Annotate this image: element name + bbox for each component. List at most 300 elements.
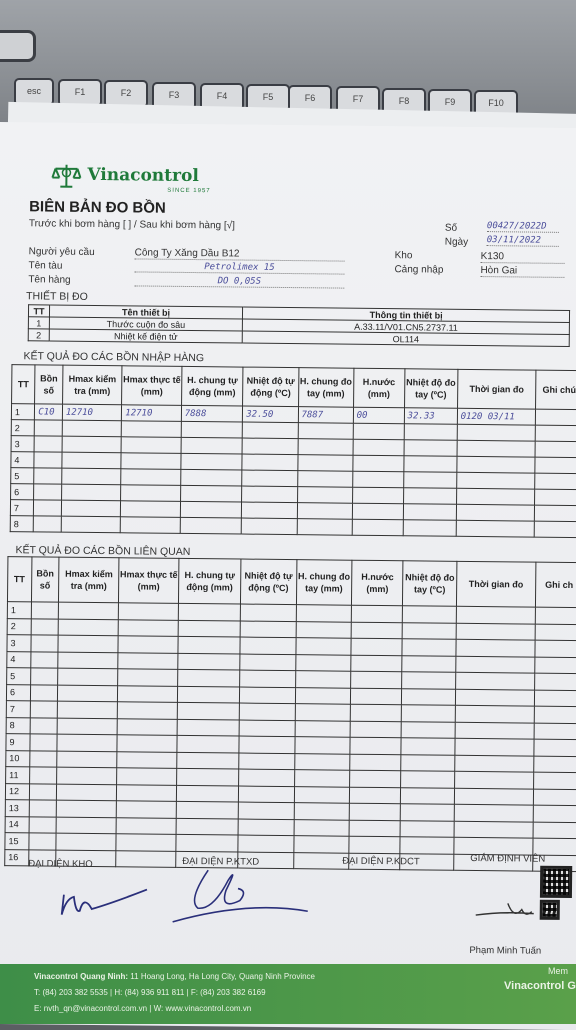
import-tank-cell bbox=[536, 409, 576, 425]
pump-status-line: Trước khi bơm hàng [ ] / Sau khi bơm hàng [√] bbox=[28, 218, 235, 232]
related-tank-cell bbox=[177, 702, 239, 719]
related-tank-cell bbox=[177, 686, 239, 703]
related-tank-cell bbox=[239, 703, 295, 720]
qr-code-2 bbox=[540, 900, 560, 920]
related-tank-cell bbox=[57, 751, 117, 768]
import-tank-cell bbox=[181, 437, 243, 454]
related-tank-cell bbox=[176, 785, 238, 802]
footer-contacts: E: nvth_qn@vinacontrol.com.vn | W: www.vinacontrol.com.vn bbox=[34, 1004, 252, 1013]
import-tank-cell: 7 bbox=[10, 500, 34, 516]
import-tank-cell: 12710 bbox=[62, 404, 122, 421]
related-tank-cell bbox=[178, 636, 240, 653]
related-tank-cell bbox=[535, 640, 576, 657]
signature-label-giam-dinh: GIÁM ĐỊNH VIÊN bbox=[470, 852, 546, 865]
import-tank-cell bbox=[62, 420, 122, 437]
related-tank-cell bbox=[30, 701, 58, 718]
related-tank-cell bbox=[56, 833, 116, 850]
import-tank-cell bbox=[181, 421, 243, 438]
related-tank-cell bbox=[402, 688, 456, 705]
related-tank-cell: 14 bbox=[5, 816, 29, 833]
related-tank-cell bbox=[29, 767, 57, 784]
devices-header-cell: Thông tin thiết bị bbox=[243, 307, 570, 322]
related-tank-cell: 13 bbox=[5, 800, 29, 817]
related-tank-cell bbox=[350, 721, 401, 738]
import-tank-cell bbox=[535, 457, 576, 473]
import-tank-cell bbox=[457, 440, 536, 457]
import-tank-cell bbox=[353, 439, 404, 456]
related-tank-cell bbox=[402, 705, 456, 722]
import-tank-cell bbox=[34, 468, 62, 484]
keyboard-key: F6 bbox=[288, 85, 332, 113]
requester-value: Công Ty Xăng Dầu B12 bbox=[135, 247, 345, 261]
related-tank-cell bbox=[57, 784, 117, 801]
footer-right-brand: Vinacontrol G bbox=[504, 980, 576, 992]
related-tank-cell bbox=[57, 767, 117, 784]
import-tank-cell bbox=[535, 489, 576, 505]
related-tank-cell bbox=[238, 786, 294, 803]
related-tank-cell bbox=[116, 834, 176, 851]
import-tank-cell bbox=[456, 520, 535, 537]
related-tank-cell bbox=[28, 833, 56, 850]
keyboard-key: F5 bbox=[246, 84, 290, 112]
import-tank-cell bbox=[242, 438, 297, 455]
import-tank-cell: 00 bbox=[353, 407, 404, 424]
related-tank-cell bbox=[455, 689, 534, 706]
related-tank-cell bbox=[240, 621, 296, 638]
import-tank-cell bbox=[352, 519, 403, 536]
import-tank-cell: 32.33 bbox=[404, 408, 457, 425]
related-tank-cell: 2 bbox=[7, 618, 31, 635]
keyboard-key: F3 bbox=[152, 82, 196, 110]
related-tank-cell: 9 bbox=[6, 734, 30, 751]
import-tank-cell bbox=[180, 469, 242, 486]
related-tank-cell bbox=[535, 624, 576, 641]
related-tank-cell bbox=[294, 819, 350, 836]
keyboard-key: F8 bbox=[382, 88, 426, 116]
related-tank-cell bbox=[239, 736, 295, 753]
related-tank-cell bbox=[239, 769, 295, 786]
related-tank-cell bbox=[401, 787, 455, 804]
import-tank-cell bbox=[34, 516, 62, 532]
related-tank-cell: 15 bbox=[5, 833, 29, 850]
related-tank-cell bbox=[533, 822, 576, 839]
related-tank-cell: 1 bbox=[7, 602, 31, 619]
related-tank-cell bbox=[350, 754, 401, 771]
import-tank-cell bbox=[457, 424, 536, 441]
import-header-cell: Hmax kiểm tra (mm) bbox=[62, 365, 122, 405]
related-tank-cell bbox=[535, 657, 576, 674]
related-tank-cell bbox=[351, 638, 402, 655]
import-tank-cell bbox=[121, 453, 181, 470]
import-tank-cell bbox=[404, 440, 457, 457]
related-tank-cell bbox=[455, 722, 534, 739]
vinacontrol-logo bbox=[51, 163, 241, 195]
related-tank-cell bbox=[351, 655, 402, 672]
related-tank-cell bbox=[351, 622, 402, 639]
related-tank-cell bbox=[455, 738, 534, 755]
related-tank-cell bbox=[455, 672, 534, 689]
import-tank-cell bbox=[61, 516, 121, 533]
related-tank-cell bbox=[401, 738, 455, 755]
goods-label: Tên hàng bbox=[28, 274, 71, 286]
related-tank-cell bbox=[57, 800, 117, 817]
keyboard-corner-key bbox=[0, 30, 36, 62]
so-label: Số bbox=[444, 222, 458, 234]
related-tank-cell bbox=[294, 737, 350, 754]
related-tank-cell bbox=[350, 770, 401, 787]
ngay-value: 03/11/2022 bbox=[487, 235, 559, 247]
related-tank-cell bbox=[116, 850, 176, 867]
import-tank-cell bbox=[122, 421, 182, 438]
import-tank-cell bbox=[61, 484, 121, 501]
related-tank-cell bbox=[177, 719, 239, 736]
import-tank-cell bbox=[61, 500, 121, 517]
import-tank-cell: 12710 bbox=[122, 405, 182, 422]
related-tank-cell bbox=[402, 655, 456, 672]
import-tank-cell bbox=[121, 437, 181, 454]
import-tank-cell bbox=[456, 504, 535, 521]
related-tank-cell bbox=[454, 804, 533, 821]
import-tank-cell bbox=[242, 502, 297, 519]
related-tank-cell bbox=[454, 821, 533, 838]
ship-name-value: Petrolimex 15 bbox=[134, 261, 344, 274]
related-tank-cell bbox=[534, 706, 576, 723]
import-tanks-section-title: KẾT QUẢ ĐO CÁC BỒN NHẬP HÀNG bbox=[23, 350, 205, 365]
devices-cell: OL114 bbox=[242, 331, 569, 346]
import-header-cell: Ghi chú bbox=[536, 370, 576, 409]
related-tank-cell bbox=[117, 718, 177, 735]
related-header-cell: H. chung tự động (mm) bbox=[178, 558, 240, 604]
keyboard-key: F10 bbox=[474, 90, 518, 118]
import-tank-cell bbox=[121, 469, 181, 486]
requester-label: Người yêu cầu bbox=[28, 246, 95, 258]
related-tank-cell bbox=[239, 720, 295, 737]
import-tank-cell bbox=[297, 487, 352, 504]
related-tank-cell bbox=[176, 818, 238, 835]
related-tank-cell bbox=[534, 723, 576, 740]
devices-header-cell: TT bbox=[28, 305, 49, 317]
related-tank-cell bbox=[58, 652, 118, 669]
related-tank-cell bbox=[117, 735, 177, 752]
import-tank-cell bbox=[180, 501, 242, 518]
related-tank-cell bbox=[351, 671, 402, 688]
related-tank-cell: 6 bbox=[6, 684, 30, 701]
import-tank-cell bbox=[242, 470, 297, 487]
import-tank-cell bbox=[121, 485, 181, 502]
related-tank-cell bbox=[240, 670, 296, 687]
related-tank-cell bbox=[456, 606, 535, 623]
import-tank-cell bbox=[352, 471, 403, 488]
related-tank-cell bbox=[176, 801, 238, 818]
related-tank-cell bbox=[295, 654, 351, 671]
kho-label: Kho bbox=[394, 250, 413, 262]
kho-value: K130 bbox=[481, 251, 565, 264]
related-tank-cell bbox=[117, 702, 177, 719]
related-header-cell: H. chung đo tay (mm) bbox=[296, 560, 352, 606]
import-tank-cell bbox=[403, 472, 456, 489]
import-header-cell: Nhiệt độ tự động (ºC) bbox=[243, 367, 299, 407]
related-tank-cell bbox=[31, 618, 59, 635]
devices-cell: 1 bbox=[28, 317, 49, 329]
related-tank-cell bbox=[402, 622, 456, 639]
related-tank-cell bbox=[177, 768, 239, 785]
related-tank-cell bbox=[176, 834, 238, 851]
import-tank-cell bbox=[242, 454, 297, 471]
import-header-cell: TT bbox=[12, 365, 36, 404]
import-tank-cell bbox=[297, 503, 352, 520]
signature-ktxd bbox=[168, 860, 319, 932]
related-tank-cell: 5 bbox=[7, 668, 31, 685]
related-tank-cell bbox=[296, 605, 352, 622]
related-tank-cell bbox=[240, 654, 296, 671]
footer-bar bbox=[0, 964, 576, 1024]
import-tank-cell bbox=[34, 484, 62, 500]
import-tank-cell bbox=[35, 420, 63, 436]
related-tank-cell bbox=[58, 701, 118, 718]
related-tank-cell: 7 bbox=[6, 701, 30, 718]
logo-since: SINCE 1957 bbox=[167, 187, 211, 195]
related-tank-cell bbox=[534, 690, 576, 707]
related-tank-cell bbox=[456, 656, 535, 673]
related-tank-cell bbox=[118, 652, 178, 669]
import-tank-cell: 1 bbox=[11, 404, 35, 420]
related-tank-cell bbox=[456, 639, 535, 656]
related-tank-cell bbox=[58, 635, 118, 652]
import-tank-cell bbox=[121, 501, 181, 518]
related-tank-cell bbox=[116, 801, 176, 818]
import-tank-cell bbox=[457, 456, 536, 473]
import-header-cell: H. chung đo tay (mm) bbox=[298, 368, 354, 408]
import-tank-cell bbox=[34, 436, 62, 452]
related-tank-cell bbox=[350, 737, 401, 754]
related-tank-cell bbox=[118, 603, 178, 620]
related-tank-cell bbox=[58, 619, 118, 636]
import-tank-cell: 0120 03/11 bbox=[457, 408, 536, 425]
logo-wordmark: Vinacontrol bbox=[87, 164, 199, 187]
related-tank-cell bbox=[401, 771, 455, 788]
related-tank-cell bbox=[402, 639, 456, 656]
related-tank-cell bbox=[177, 735, 239, 752]
related-tank-cell bbox=[350, 704, 401, 721]
related-tank-cell bbox=[30, 668, 58, 685]
related-tank-cell bbox=[178, 603, 240, 620]
related-tank-cell bbox=[59, 602, 119, 619]
ship-name-label: Tên tàu bbox=[28, 260, 63, 272]
related-tank-cell bbox=[57, 718, 117, 735]
import-tank-cell: 7888 bbox=[181, 405, 243, 422]
port-label: Cảng nhập bbox=[394, 264, 444, 276]
import-tank-cell bbox=[242, 518, 297, 535]
related-tank-cell bbox=[117, 768, 177, 785]
related-tank-cell bbox=[455, 755, 534, 772]
import-tank-cell bbox=[404, 424, 457, 441]
import-tank-cell bbox=[243, 422, 298, 439]
import-tank-cell bbox=[352, 503, 403, 520]
import-tank-cell bbox=[298, 439, 353, 456]
import-tank-cell bbox=[62, 436, 122, 453]
import-tank-cell bbox=[535, 425, 576, 441]
related-tank-cell bbox=[56, 817, 116, 834]
keyboard-key: F1 bbox=[58, 79, 102, 107]
keyboard-key: F7 bbox=[336, 86, 380, 114]
related-tank-cell bbox=[178, 653, 240, 670]
related-tank-cell bbox=[400, 837, 454, 854]
devices-cell: Nhiệt kế điện tử bbox=[49, 329, 242, 343]
related-tank-cell bbox=[456, 623, 535, 640]
related-tank-cell: 16 bbox=[5, 849, 29, 866]
related-tank-cell bbox=[349, 820, 400, 837]
related-tank-cell bbox=[58, 685, 118, 702]
related-tank-cell bbox=[240, 604, 296, 621]
related-tank-cell bbox=[295, 671, 351, 688]
import-tank-cell: 4 bbox=[11, 452, 35, 468]
import-header-cell: Bồn số bbox=[35, 365, 63, 404]
devices-cell: 2 bbox=[28, 329, 49, 341]
import-header-cell: Nhiệt độ đo tay (ºC) bbox=[404, 369, 457, 409]
devices-section-title: THIẾT BỊ ĐO bbox=[26, 290, 88, 303]
related-tank-cell bbox=[29, 750, 57, 767]
related-tank-cell bbox=[400, 820, 454, 837]
related-tank-cell: 8 bbox=[6, 717, 30, 734]
devices-header-cell: Tên thiết bị bbox=[49, 305, 242, 319]
import-tank-cell bbox=[353, 455, 404, 472]
related-tank-cell bbox=[294, 803, 350, 820]
related-header-cell: Hmax kiểm tra (mm) bbox=[59, 557, 119, 603]
related-tank-cell bbox=[295, 704, 351, 721]
related-tank-cell bbox=[454, 788, 533, 805]
related-header-cell: Bồn số bbox=[31, 557, 59, 602]
import-tank-cell bbox=[352, 487, 403, 504]
related-tank-cell bbox=[351, 605, 402, 622]
import-tank-cell bbox=[297, 455, 352, 472]
footer-right-member: Mem bbox=[548, 966, 568, 976]
keyboard-key: esc bbox=[14, 78, 54, 106]
related-tank-cell bbox=[349, 787, 400, 804]
devices-table bbox=[28, 304, 570, 347]
qr-code bbox=[540, 866, 572, 898]
import-tank-cell bbox=[534, 521, 576, 537]
related-tank-cell bbox=[118, 669, 178, 686]
inspector-name: Phạm Minh Tuấn bbox=[469, 944, 542, 957]
import-tank-cell bbox=[298, 423, 353, 440]
import-tank-cell bbox=[403, 488, 456, 505]
so-value: 00427/2022D bbox=[487, 221, 559, 233]
import-tank-cell: 6 bbox=[11, 484, 35, 500]
related-tank-cell: 11 bbox=[6, 767, 30, 784]
related-tank-cell bbox=[295, 720, 351, 737]
footer-company: Vinacontrol Quang Ninh: bbox=[34, 972, 129, 981]
import-header-cell: Hmax thực tế (mm) bbox=[122, 366, 182, 406]
import-tank-cell bbox=[403, 520, 456, 537]
import-tank-cell bbox=[535, 505, 576, 521]
related-tank-cell bbox=[178, 669, 240, 686]
keyboard-key: F9 bbox=[428, 89, 472, 117]
related-tank-cell bbox=[349, 836, 400, 853]
devices-cell: A.33.11/V01.CN5.2737.11 bbox=[243, 319, 570, 334]
import-tank-cell bbox=[62, 468, 122, 485]
related-tank-cell bbox=[401, 721, 455, 738]
import-tank-cell: 7887 bbox=[298, 407, 353, 424]
signature-label-kdct: ĐẠI DIỆN P.KDCT bbox=[342, 855, 420, 868]
import-tank-cell: 3 bbox=[11, 436, 35, 452]
import-tank-cell bbox=[535, 473, 576, 489]
related-tank-cell bbox=[401, 804, 455, 821]
related-tank-cell bbox=[351, 688, 402, 705]
import-tank-cell: C10 bbox=[35, 404, 63, 420]
import-header-cell: H. chung tự động (mm) bbox=[181, 366, 243, 406]
related-tank-cell: 10 bbox=[6, 750, 30, 767]
related-tank-cell bbox=[178, 620, 240, 637]
related-tank-cell bbox=[30, 635, 58, 652]
goods-value: DO 0,05S bbox=[134, 275, 344, 288]
related-tank-cell bbox=[294, 786, 350, 803]
related-tank-cell bbox=[177, 752, 239, 769]
import-tank-cell: 5 bbox=[11, 468, 35, 484]
related-tank-cell bbox=[29, 800, 57, 817]
related-tank-cell bbox=[240, 637, 296, 654]
import-tank-cell bbox=[180, 485, 242, 502]
keyboard-key: F4 bbox=[200, 83, 244, 111]
import-tank-cell bbox=[535, 441, 576, 457]
related-tank-cell bbox=[294, 770, 350, 787]
import-tank-cell bbox=[242, 486, 297, 503]
footer-address bbox=[34, 972, 315, 981]
related-tank-cell bbox=[118, 636, 178, 653]
related-tank-cell bbox=[533, 789, 576, 806]
import-tank-cell: 8 bbox=[10, 516, 34, 532]
import-tank-cell bbox=[34, 500, 62, 516]
related-tank-cell bbox=[454, 771, 533, 788]
related-tank-cell bbox=[533, 838, 576, 855]
related-header-cell: Nhiệt độ đo tay (ºC) bbox=[403, 561, 457, 607]
related-tank-cell bbox=[29, 783, 57, 800]
related-header-cell: Ghi ch bbox=[535, 562, 576, 607]
import-tank-cell bbox=[180, 517, 242, 534]
import-tank-cell: 2 bbox=[11, 420, 35, 436]
related-tank-cell bbox=[117, 784, 177, 801]
related-tank-cell bbox=[118, 619, 178, 636]
related-tank-cell bbox=[294, 753, 350, 770]
related-tank-cell bbox=[534, 739, 576, 756]
related-header-cell: Nhiệt độ tự động (ºC) bbox=[240, 559, 296, 605]
related-tank-cell: 12 bbox=[5, 783, 29, 800]
related-tank-cell bbox=[57, 734, 117, 751]
related-tank-cell bbox=[455, 705, 534, 722]
import-tank-cell bbox=[34, 452, 62, 468]
related-tank-cell bbox=[238, 802, 294, 819]
related-tank-cell bbox=[29, 734, 57, 751]
related-tank-cell bbox=[116, 817, 176, 834]
related-tank-cell bbox=[296, 621, 352, 638]
import-header-cell: H.nước (mm) bbox=[353, 368, 404, 408]
related-tank-cell bbox=[402, 672, 456, 689]
related-tank-cell bbox=[239, 687, 295, 704]
related-tank-cell bbox=[534, 756, 576, 773]
import-tank-cell bbox=[403, 504, 456, 521]
related-tank-cell bbox=[238, 835, 294, 852]
import-tank-cell bbox=[297, 471, 352, 488]
import-tank-cell bbox=[121, 517, 181, 534]
related-tank-cell bbox=[30, 651, 58, 668]
related-tank-cell bbox=[533, 805, 576, 822]
footer-address-text: 11 Hoang Long, Ha Long City, Quang Ninh Province bbox=[128, 972, 316, 981]
import-tank-cell: 32.50 bbox=[243, 406, 298, 423]
related-tank-cell bbox=[454, 837, 533, 854]
import-tank-cell bbox=[181, 453, 243, 470]
related-tank-cell bbox=[238, 819, 294, 836]
import-tank-cell bbox=[404, 456, 457, 473]
related-tank-cell bbox=[535, 607, 576, 624]
